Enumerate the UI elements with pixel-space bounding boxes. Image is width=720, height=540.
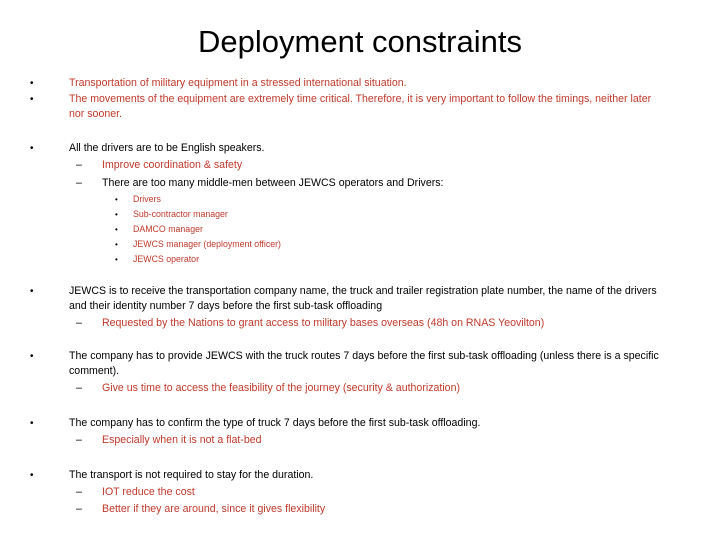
bullet-icon: • bbox=[30, 418, 34, 429]
dash-icon: – bbox=[76, 486, 82, 498]
bullet-item: The company has to provide JEWCS with the truck routes 7 days before the first sub-task offloading (unless there is a specific comment). bbox=[69, 350, 659, 377]
subsub-item: Sub-contractor manager bbox=[133, 209, 228, 219]
bullet-item: Transportation of military equipment in a stressed international situation. bbox=[69, 77, 407, 89]
bullet-icon: • bbox=[30, 470, 34, 481]
bullet-icon: • bbox=[30, 143, 34, 154]
subsub-item: DAMCO manager bbox=[133, 224, 203, 234]
bullet-icon: • bbox=[30, 94, 34, 105]
sub-item: Improve coordination & safety bbox=[102, 159, 243, 171]
bullet-item: The movements of the equipment are extremely time critical. Therefore, it is very important to follow the timings, neither later nor sooner. bbox=[69, 93, 652, 120]
bullet-icon: • bbox=[30, 286, 34, 297]
dash-icon: – bbox=[76, 177, 82, 189]
subsub-item: Drivers bbox=[133, 194, 161, 204]
bullet-icon: • bbox=[30, 351, 34, 362]
bullet-icon: • bbox=[30, 78, 34, 89]
dash-icon: – bbox=[76, 503, 82, 515]
bullet-item: The company has to confirm the type of truck 7 days before the first sub-task offloading. bbox=[69, 417, 481, 429]
sub-item: Better if they are around, since it gives flexibility bbox=[102, 503, 326, 515]
subsub-item: JEWCS manager (deployment officer) bbox=[133, 239, 281, 249]
sub-item: Give us time to access the feasibility of the journey (security & authorization) bbox=[102, 382, 460, 394]
subsub-item: JEWCS operator bbox=[133, 254, 199, 264]
sub-item: There are too many middle-men between JEWCS operators and Drivers: bbox=[102, 177, 444, 189]
bullet-icon: • bbox=[115, 240, 118, 249]
dash-icon: – bbox=[76, 159, 82, 171]
dash-icon: – bbox=[76, 317, 82, 329]
bullet-icon: • bbox=[115, 225, 118, 234]
bullet-icon: • bbox=[115, 255, 118, 264]
bullet-item: The transport is not required to stay for the duration. bbox=[69, 469, 314, 481]
bullet-icon: • bbox=[115, 195, 118, 204]
bullet-item: JEWCS is to receive the transportation company name, the truck and trailer registration plate number, the name of the drivers and their identity number 7 days before the first sub-task offloading bbox=[69, 285, 657, 312]
bullet-icon: • bbox=[115, 210, 118, 219]
dash-icon: – bbox=[76, 382, 82, 394]
sub-item: Especially when it is not a flat-bed bbox=[102, 434, 262, 446]
sub-item: Requested by the Nations to grant access to military bases overseas (48h on RNAS Yeovilton) bbox=[102, 317, 545, 329]
sub-item: IOT reduce the cost bbox=[102, 486, 195, 498]
slide-title: Deployment constraints bbox=[198, 24, 522, 59]
bullet-item: All the drivers are to be English speakers. bbox=[69, 142, 265, 154]
dash-icon: – bbox=[76, 434, 82, 446]
